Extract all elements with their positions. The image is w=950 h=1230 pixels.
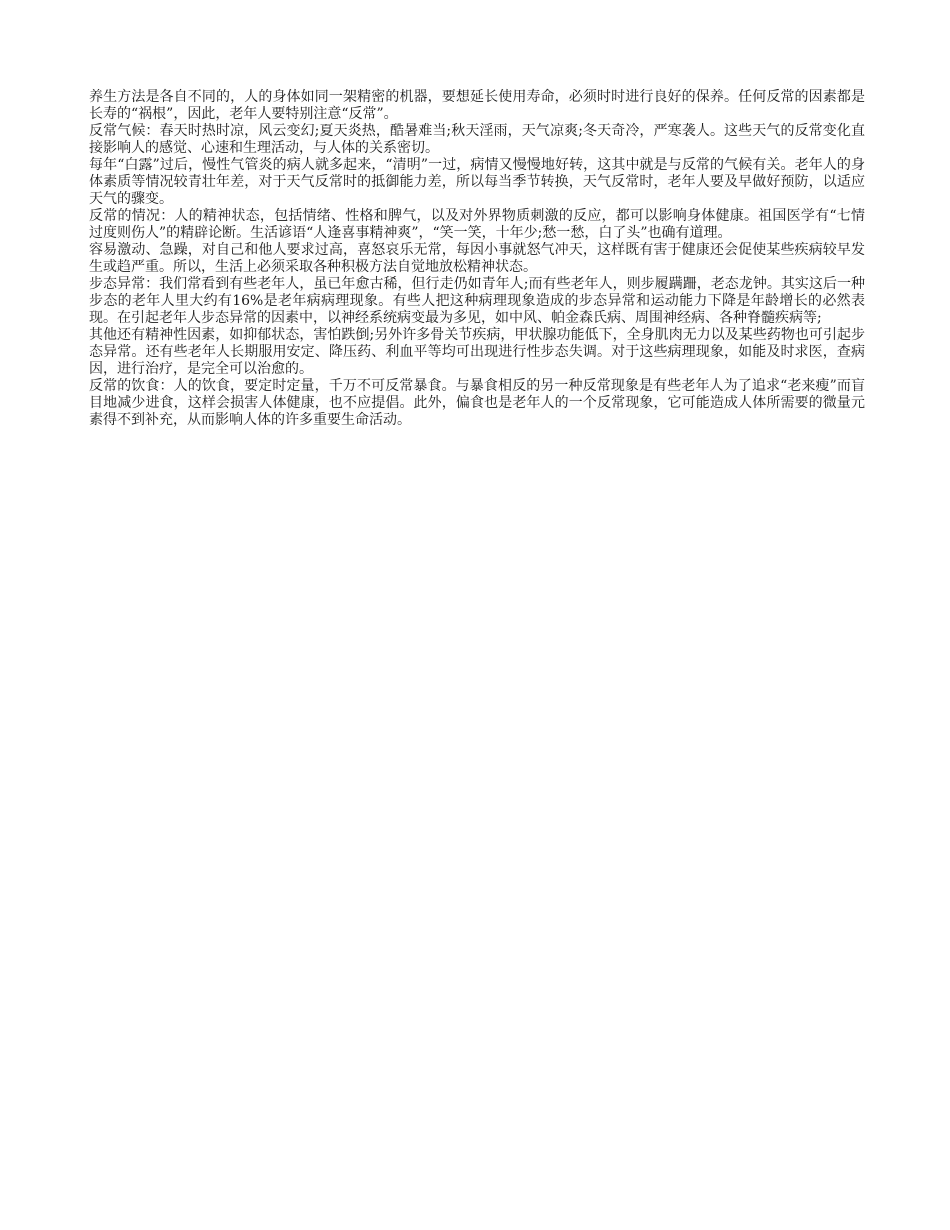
paragraph-emotional-control: 容易激动、急躁，对自己和他人要求过高，喜怒哀乐无常，每因小事就怒气冲天，这样既有害于健康还会促使某些疾病较早发生或趋严重。所以，生活上必须采取各种积极方法自觉地放松精神状态。: [89, 242, 865, 275]
paragraph-abnormal-weather: 反常气候：春天时热时凉，风云变幻;夏天炎热，酷暑难当;秋天淫雨，天气凉爽;冬天奇冷，严寒袭人。这些天气的反常变化直接影响人的感觉、心速和生理活动，与人体的关系密切。: [89, 123, 865, 156]
paragraph-intro: 养生方法是各自不同的，人的身体如同一架精密的机器，要想延长使用寿命，必须时时进行良好的保养。任何反常的因素都是长寿的“祸根”，因此，老年人要特别注意“反常”。: [89, 89, 865, 122]
document-body: [89, 89, 865, 429]
paragraph-seasonal-change: 每年“白露”过后，慢性气管炎的病人就多起来，“清明”一过，病情又慢慢地好转，这其中就是与反常的气候有关。老年人的身体素质等情况较青壮年差，对于天气反常时的抵御能力差，所以每当季节转换，天气反常时，老年人要及早做好预防，以适应天气的骤变。: [89, 157, 865, 207]
paragraph-other-causes: 其他还有精神性因素，如抑郁状态，害怕跌倒;另外许多骨关节疾病，甲状腺功能低下，全身肌肉无力以及某些药物也可引起步态异常。还有些老年人长期服用安定、降压药、利血平等均可出现进行性步态失调。对于这些病理现象，如能及时求医，查病因，进行治疗，是完全可以治愈的。: [89, 327, 865, 377]
paragraph-abnormal-gait: 步态异常：我们常看到有些老年人，虽已年愈古稀，但行走仍如青年人;而有些老年人，则步履蹒跚，老态龙钟。其实这后一种步态的老年人里大约有16%是老年病病理现象。有些人把这种病理现象造成的步态异常和运动能力下降是年龄增长的必然表现。在引起老年人步态异常的因素中，以神经系统病变最为多见，如中风、帕金森氏病、周围神经病、各种脊髓疾病等;: [89, 276, 865, 326]
paragraph-abnormal-mood: 反常的情况：人的精神状态，包括情绪、性格和脾气，以及对外界物质刺激的反应，都可以影响身体健康。祖国医学有“七情过度则伤人”的精辟论断。生活谚语“人逢喜事精神爽”，“笑一笑，十年少;愁一愁，白了头”也确有道理。: [89, 208, 865, 241]
paragraph-abnormal-diet: 反常的饮食：人的饮食，要定时定量，千万不可反常暴食。与暴食相反的另一种反常现象是有些老年人为了追求“老来瘦”而盲目地减少进食，这样会损害人体健康，也不应提倡。此外，偏食也是老年人的一个反常现象，它可能造成人体所需要的微量元素得不到补充，从而影响人体的许多重要生命活动。: [89, 378, 865, 428]
